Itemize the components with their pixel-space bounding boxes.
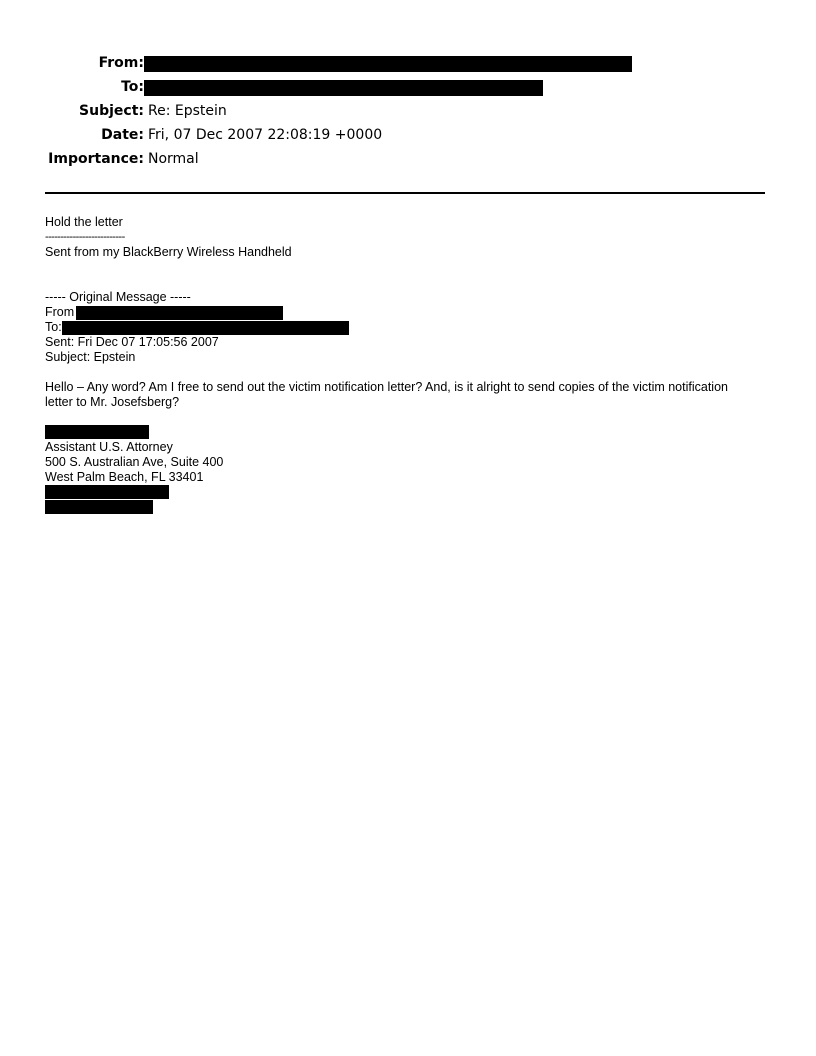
redacted-email xyxy=(45,500,153,514)
reply-signature: Sent from my BlackBerry Wireless Handheld xyxy=(45,245,292,259)
importance-value: Normal xyxy=(148,151,199,167)
header-subject-row xyxy=(0,101,816,121)
original-message-marker: ----- Original Message ----- xyxy=(45,290,191,304)
original-to-label: To: xyxy=(45,320,62,334)
redacted-phone xyxy=(45,485,169,499)
original-from-label: From xyxy=(45,305,75,319)
header-date-row xyxy=(0,125,816,145)
signature-address-line1: 500 S. Australian Ave, Suite 400 xyxy=(45,455,224,469)
redacted-to-address xyxy=(144,80,543,96)
original-sent: Sent: Fri Dec 07 17:05:56 2007 xyxy=(45,335,219,349)
subject-value: Re: Epstein xyxy=(148,103,227,119)
reply-separator: -------------------------- xyxy=(45,231,125,243)
date-label: Date: xyxy=(101,127,144,143)
reply-line: Hold the letter xyxy=(45,215,123,229)
redacted-from-address xyxy=(144,56,632,72)
to-label: To: xyxy=(121,79,144,95)
signature-title: Assistant U.S. Attorney xyxy=(45,440,173,454)
importance-label: Importance: xyxy=(48,151,144,167)
redacted-sender-name xyxy=(45,425,149,439)
signature-address-line2: West Palm Beach, FL 33401 xyxy=(45,470,204,484)
original-subject: Subject: Epstein xyxy=(45,350,136,364)
header-divider xyxy=(45,192,765,194)
redacted-original-to xyxy=(62,321,349,335)
subject-label: Subject: xyxy=(79,103,144,119)
date-value: Fri, 07 Dec 2007 22:08:19 +0000 xyxy=(148,127,383,143)
original-message-body: Hello – Any word? Am I free to send out the victim notification letter? And, is it alright to send copies of the victim notification letter to Mr. Josefsberg? xyxy=(45,380,728,409)
header-importance-row xyxy=(0,149,816,169)
from-label: From: xyxy=(98,55,144,71)
redacted-original-from xyxy=(76,306,283,320)
